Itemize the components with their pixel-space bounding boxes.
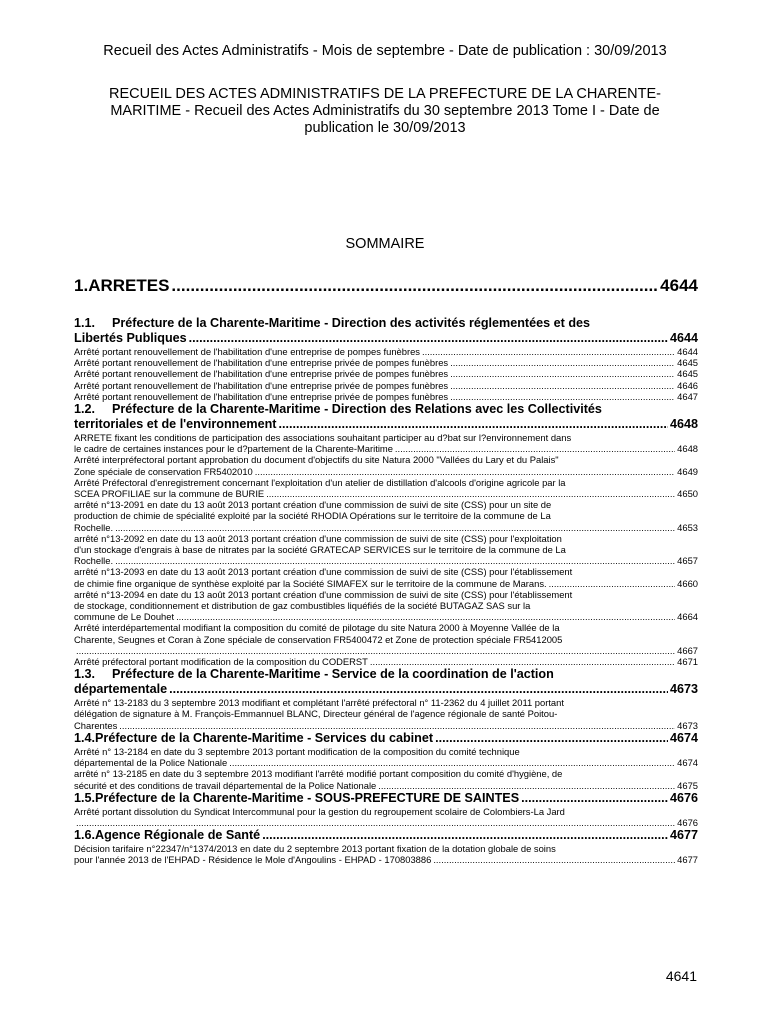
entry-page: 4650	[677, 488, 698, 500]
dot-leader	[450, 368, 675, 379]
subsection-number: 1.2.	[74, 402, 96, 417]
entry-text: Rochelle.	[74, 521, 114, 533]
toc-subsection-1-2[interactable]	[74, 402, 698, 432]
toc-entry[interactable]	[74, 432, 698, 454]
entry-page: 4664	[677, 611, 698, 623]
entry-page: 4648	[677, 443, 698, 455]
toc-entry[interactable]	[74, 380, 698, 391]
dot-leader	[266, 488, 675, 499]
toc-entry[interactable]	[74, 566, 698, 588]
entry-page: 4676	[677, 816, 698, 828]
dot-leader	[229, 757, 675, 768]
toc-subsection-1-3[interactable]	[74, 667, 698, 697]
subsection-title: Agence Régionale de Santé	[95, 828, 261, 843]
subsection-page: 4648	[669, 417, 698, 432]
entry-text: arrêté n°13-2094 en date du 13 août 2013 portant création d'une commission de suivi de site (CSS) pour l'établissement	[74, 588, 573, 600]
entry-text: Arrêté n° 13-2184 en date du 3 septembre 2013 portant modification de la composition du comité technique	[74, 745, 520, 757]
entry-text: arrêté n°13-2093 en date du 13 août 2013 portant création d'une commission de suivi de site (CSS) pour l'établissement	[74, 566, 573, 578]
entry-text: Arrêté n° 13-2183 du 3 septembre 2013 modifiant et complétant l'arrêté préfectoral n° 11-2362 du 4 juillet 2011 portant	[74, 697, 564, 709]
subsection-number: 1.5.	[74, 790, 96, 805]
toc-entry[interactable]	[74, 346, 698, 357]
toc-entry[interactable]	[74, 357, 698, 368]
toc-entry[interactable]	[74, 477, 698, 499]
dot-leader	[278, 417, 668, 432]
toc-entry[interactable]	[74, 622, 698, 656]
toc-entry-list	[74, 843, 698, 865]
entry-page: 4675	[677, 779, 698, 791]
entry-page: 4646	[677, 379, 698, 391]
document-title-line: publication le 30/09/2013	[304, 120, 466, 136]
entry-text: pour l'année 2013 de l'EHPAD - Résidence le Mole d'Angoulins - EHPAD - 170803886	[74, 854, 432, 866]
toc-subsection-1-6[interactable]	[74, 828, 698, 843]
entry-text: Arrêté portant dissolution du Syndicat Intercommunal pour la gestion du regroupement scolaire de Colombiers-La Jard	[74, 805, 565, 817]
entry-page: 4645	[677, 368, 698, 380]
entry-text: arrêté n°13-2091 en date du 13 août 2013 portant création d'une commission de suivi de site (CSS) pour un site de	[74, 499, 552, 511]
dot-leader	[378, 780, 675, 791]
entry-page: 4657	[677, 555, 698, 567]
dot-leader	[171, 276, 658, 296]
subsection-number: 1.4.	[74, 730, 96, 745]
entry-text: Arrêté portant renouvellement de l'habilitation d'une entreprise privée de pompes funèbres	[74, 368, 449, 380]
toc-entry-list	[74, 746, 698, 791]
entry-text: Décision tarifaire n°22347/n°1374/2013 en date du 2 septembre 2013 portant fixation de la dotation globale de soins	[74, 843, 556, 855]
toc-entry[interactable]	[74, 746, 698, 768]
document-title	[60, 86, 710, 137]
toc-subsection-1-4[interactable]	[74, 731, 698, 746]
subsection-title: Préfecture de la Charente-Maritime - Direction des Relations avec les Collectivités	[112, 402, 602, 417]
entry-page: 4677	[677, 854, 698, 866]
subsection-page: 4677	[669, 828, 698, 843]
entry-text: Arrêté interdépartemental modifiant la composition du comité de pilotage du site Natura 2000 à Moyenne Vallée de la	[74, 622, 560, 634]
entry-text: Arrêté portant renouvellement de l'habilitation d'une entreprise de pompes funèbres	[74, 346, 420, 357]
subsection-title-cont: territoriales et de l'environnement	[74, 417, 277, 432]
toc-entry-list	[74, 806, 698, 828]
entry-text: ARRETE fixant les conditions de participation des associations souhaitant participer au d?bat sur l?environnement dans	[74, 432, 572, 444]
page-header: Recueil des Actes Administratifs - Mois de septembre - Date de publication : 30/09/2013	[103, 43, 667, 59]
dot-leader	[255, 466, 675, 477]
toc-entry[interactable]	[74, 533, 698, 567]
entry-page: 4649	[677, 465, 698, 477]
entry-text: Zone spéciale de conservation FR5402010	[74, 465, 253, 477]
entry-page: 4674	[677, 757, 698, 769]
entry-text: arrêté n°13-2092 en date du 13 août 2013 portant création d'une commission de suivi de site (CSS) pour l'exploitation	[74, 532, 562, 544]
entry-text: Arrêté portant renouvellement de l'habilitation d'une entreprise privée de pompes funèbres	[74, 379, 449, 391]
toc-entry[interactable]	[74, 806, 698, 828]
entry-text: Charente, Seugnes et Coran à Zone spéciale de conservation FR5400472 et Zone de protection spéciale FR5412005	[74, 633, 563, 645]
toc-subsection-1-1[interactable]	[74, 316, 698, 346]
entry-page: 4667	[677, 644, 698, 656]
subsection-page: 4676	[669, 790, 698, 805]
toc-section-arretes[interactable]	[74, 276, 698, 298]
subsection-title-cont: départementale	[74, 682, 168, 697]
entry-text: Arrêté Préfectoral d'enregistrement concernant l'exploitation d'un atelier de distillation d'alcools d'origine agricole par la	[74, 476, 566, 488]
entry-text: sécurité et des conditions de travail départemental de la Police Nationale	[74, 779, 377, 791]
entry-text: de stockage, conditionnement et distribution de gaz combustibles liquéfiés de la société BUTAGAZ SAS sur la	[74, 600, 531, 612]
dot-leader	[262, 828, 668, 843]
document-title-line: RECUEIL DES ACTES ADMINISTRATIFS DE LA PREFECTURE DE LA CHARENTE-	[109, 86, 661, 102]
entry-text: départemental de la Police Nationale	[74, 757, 228, 769]
entry-page: 4645	[677, 357, 698, 369]
subsection-number: 1.3.	[74, 667, 96, 682]
subsection-number: 1.6.	[74, 828, 96, 843]
toc-entry[interactable]	[74, 589, 698, 623]
toc-entry[interactable]	[74, 656, 698, 667]
dot-leader	[176, 611, 675, 622]
toc-entry[interactable]	[74, 368, 698, 379]
entry-text: Arrêté préfectoral portant modification de la composition du CODERST	[74, 656, 368, 668]
toc-entry[interactable]	[74, 454, 698, 476]
subsection-title: Préfecture de la Charente-Maritime - Services du cabinet	[95, 730, 434, 745]
toc-subsection-1-5[interactable]	[74, 791, 698, 806]
entry-text: Rochelle.	[74, 555, 114, 567]
dot-leader	[76, 645, 675, 656]
entry-text: délégation de signature à M. François-Emmannuel BLANC, Directeur général de l'agence régionale de santé Poitou-	[74, 708, 558, 720]
dot-leader	[119, 720, 675, 731]
toc-entry-list	[74, 697, 698, 731]
entry-text: Arrêté portant renouvellement de l'habilitation d'une entreprise privée de pompes funèbres	[74, 390, 449, 402]
toc-entry-list	[74, 432, 698, 667]
dot-leader	[189, 331, 668, 346]
document-title-line: MARITIME - Recueil des Actes Administratifs du 30 septembre 2013 Tome I - Date de	[110, 103, 660, 119]
dot-leader	[435, 731, 668, 746]
toc-entry[interactable]	[74, 697, 698, 731]
subsection-title: Préfecture de la Charente-Maritime - Service de la coordination de l'action	[112, 667, 554, 682]
entry-page: 4671	[677, 656, 698, 668]
section-title: ARRETES	[88, 276, 170, 295]
subsection-title: Préfecture de la Charente-Maritime - SOUS-PREFECTURE DE SAINTES	[95, 790, 520, 805]
entry-page: 4660	[677, 577, 698, 589]
summary-title: SOMMAIRE	[345, 236, 425, 252]
toc-entry[interactable]	[74, 768, 698, 790]
dot-leader	[115, 522, 675, 533]
entry-page: 4644	[677, 346, 698, 357]
entry-text: SCEA PROFILIAE sur la commune de BURIE	[74, 488, 265, 500]
subsection-page: 4674	[669, 730, 698, 745]
toc-entry[interactable]	[74, 499, 698, 533]
subsection-number: 1.1.	[74, 316, 96, 330]
entry-text: Arrêté portant renouvellement de l'habilitation d'une entreprise privée de pompes funèbres	[74, 357, 449, 369]
entry-page: 4653	[677, 521, 698, 533]
entry-text: Charentes	[74, 719, 118, 731]
entry-text: commune de Le Douhet	[74, 611, 175, 623]
dot-leader	[450, 357, 675, 368]
entry-text: d'un stockage d'engrais à base de nitrates par la société GRATECAP SERVICES sur le territoire de la commune de La	[74, 544, 566, 556]
toc-entry-list	[74, 346, 698, 402]
dot-leader	[115, 555, 675, 566]
dot-leader	[450, 391, 675, 402]
entry-text: production de chimie de spécialité exploité par la société RHODIA Opérations sur le territoire de la commune de La	[74, 510, 551, 522]
dot-leader	[422, 346, 675, 357]
section-number: 1.	[74, 276, 89, 295]
dot-leader	[169, 682, 668, 697]
dot-leader	[521, 791, 668, 806]
toc-entry[interactable]	[74, 391, 698, 402]
dot-leader	[395, 443, 675, 454]
subsection-page: 4673	[669, 682, 698, 697]
dot-leader	[76, 817, 675, 828]
entry-text: de chimie fine organique de synthèse exploité par la Société SIMAFEX sur le territoire de la commune de Marans.	[74, 577, 547, 589]
table-of-contents	[74, 276, 698, 866]
entry-page: 4647	[677, 390, 698, 402]
toc-entry[interactable]	[74, 843, 698, 865]
dot-leader	[370, 656, 675, 667]
entry-text: Arrêté interpréfectoral portant approbation du document d'objectifs du site Natura 2000 "Vallées du Lary et du Palais"	[74, 454, 559, 466]
entry-page: 4673	[677, 719, 698, 731]
subsection-page: 4644	[669, 331, 698, 345]
page-number: 4641	[665, 968, 697, 984]
entry-text: le cadre de certaines instances pour le d?partement de la Charente-Maritime	[74, 443, 393, 455]
dot-leader	[450, 380, 675, 391]
entry-text: arrêté n° 13-2185 en date du 3 septembre 2013 modifiant l'arrêté modifié portant composition du comité d'hygiène, de	[74, 768, 563, 780]
subsection-title: Préfecture de la Charente-Maritime - Direction des activités réglementées et des	[112, 316, 591, 330]
dot-leader	[549, 578, 676, 589]
section-page: 4644	[660, 276, 698, 295]
subsection-title-cont: Libertés Publiques	[74, 331, 187, 345]
dot-leader	[433, 854, 675, 865]
